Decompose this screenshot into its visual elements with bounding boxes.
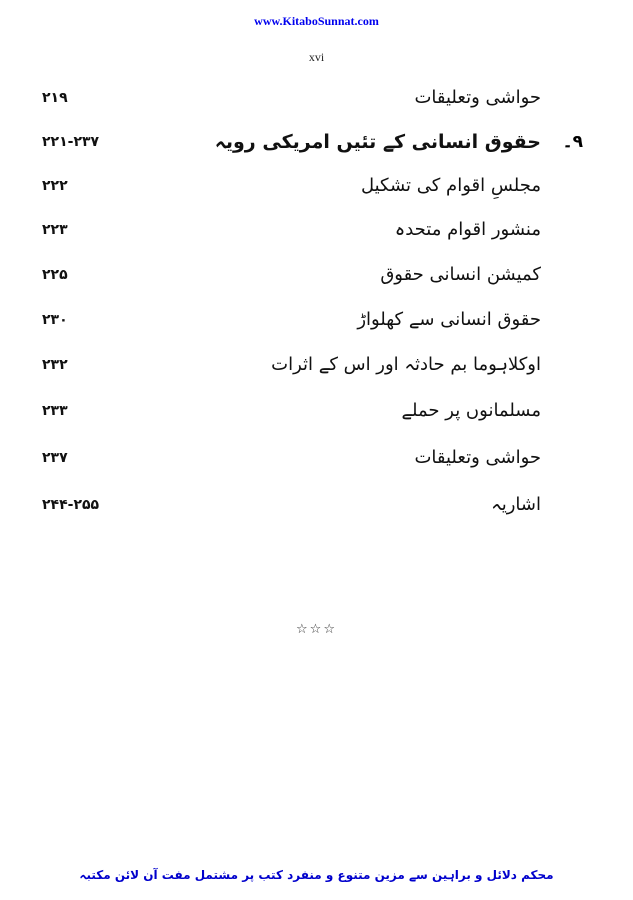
chapter-title: حقوق انسانی کے تئیں امریکی رویہ — [214, 131, 541, 153]
toc-entry — [0, 345, 633, 385]
entry-page: ۲۳۷ — [42, 450, 68, 466]
entry-title: حقوق انسانی سے کھلواڑ — [357, 309, 541, 330]
entry-page: ۲۱۹ — [42, 90, 68, 106]
entry-page: ۲۲۱-۲۳۷ — [42, 134, 100, 150]
site-url[interactable]: www.KitaboSunnat.com — [254, 14, 379, 28]
toc-entry — [0, 78, 633, 118]
entry-title: اوکلاہوما بم حادثہ اور اس کے اثرات — [271, 354, 541, 375]
entry-title: اشاریہ — [491, 494, 541, 515]
entry-page: ۲۳۲ — [42, 357, 68, 373]
entry-page: ۲۳۳ — [42, 403, 68, 419]
toc-entry — [0, 166, 633, 206]
entry-title: مجلسِ اقوام کی تشکیل — [360, 175, 541, 196]
entry-title: حواشی وتعلیقات — [414, 447, 541, 468]
toc-entry — [0, 255, 633, 295]
entry-title: حواشی وتعلیقات — [414, 87, 541, 108]
toc-entry — [0, 300, 633, 340]
entry-title: کمیشن انسانی حقوق — [380, 264, 541, 285]
entry-title: مسلمانوں پر حملے — [401, 400, 541, 421]
roman-page-number: xvi — [308, 50, 325, 64]
entry-page: ۲۲۵ — [42, 267, 68, 283]
footer-tagline[interactable]: محکم دلائل و براہین سے مزین متنوع و منفرد کتب پر مشتمل مفت آن لائن مکتبہ — [79, 868, 554, 882]
toc-entry — [0, 485, 633, 525]
toc-entry — [0, 438, 633, 478]
entry-page: ۲۲۳ — [42, 222, 68, 238]
entry-page: ۲۲۲ — [42, 178, 68, 194]
toc-entry — [0, 210, 633, 250]
section-separator-stars: ☆☆☆ — [296, 622, 337, 637]
entry-title: منشور اقوام متحدہ — [394, 219, 541, 240]
entry-page: ۲۳۰ — [42, 312, 68, 328]
toc-chapter-entry — [0, 122, 633, 162]
toc-entry — [0, 391, 633, 431]
chapter-number: ۹۔ — [562, 132, 583, 152]
entry-page: ۲۴۴-۲۵۵ — [42, 497, 100, 513]
